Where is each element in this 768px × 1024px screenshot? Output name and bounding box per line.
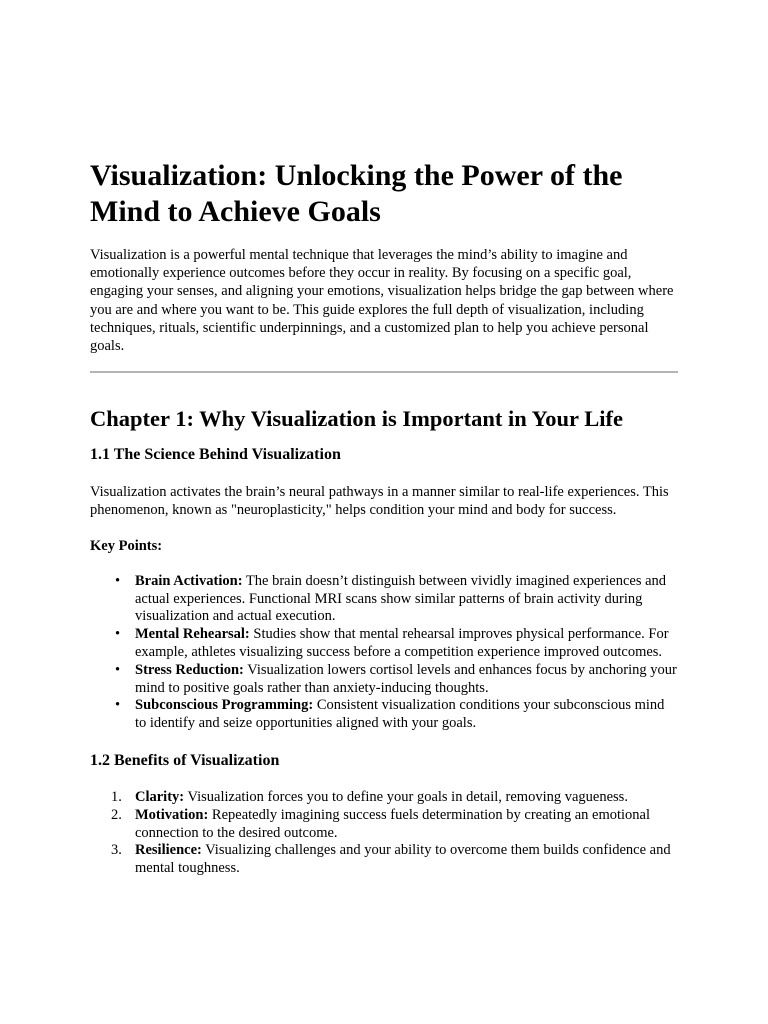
list-number: 2. [111,806,122,823]
point-text: Visualization lowers cortisol levels and enhances focus by anchoring your mind to positive goals rather than anxiety-inducing thoughts. [135,661,677,696]
key-points-list [90,573,678,733]
point-text: The brain doesn’t distinguish between vividly imagined experiences and actual experiences. Functional MRI scans show similar patterns of brain activity during visualization and actual execution. [135,572,667,625]
intro-paragraph: Visualization is a powerful mental technique that leverages the mind’s ability to imagine and emotionally experience outcomes before they occur in reality. By focusing on a specific goal, engaging your senses, and aligning your emotions, visualization helps bridge the gap between where you are and where you want to be. This guide explores the full depth of visualization, including techniques, rituals, scientific underpinnings, and a customized plan to help you achieve personal goals. [90,247,674,355]
point-text: Studies show that mental rehearsal improves physical performance. For example, athletes visualizing success before a competition experience improved outcomes. [135,626,669,661]
list-item [115,661,678,698]
point-text: Consistent visualization conditions your subconscious mind to identify and seize opportunities aligned with your goals. [135,697,665,732]
list-item [111,789,678,807]
point-term: Mental Rehearsal: [135,626,250,643]
benefit-term: Clarity: [135,789,185,805]
benefit-term: Resilience: [135,842,202,859]
list-number: 3. [111,842,122,859]
benefit-text: Visualization forces you to define your goals in detail, removing vagueness. [184,789,628,805]
point-term: Brain Activation: [135,572,243,589]
benefits-list [90,789,678,878]
horizontal-divider [90,371,678,373]
bullet-marker: • [115,697,121,714]
list-item [111,806,678,843]
bullet-marker: • [115,572,121,589]
list-item [115,572,678,626]
document-title: Visualization: Unlocking the Power of the Mind to Achieve Goals [90,159,623,228]
section-heading-science: 1.1 The Science Behind Visualization [90,446,341,464]
science-paragraph: Visualization activates the brain’s neural pathways in a manner similar to real-life experiences. This phenomenon, known as "neuroplasticity," helps condition your mind and body for success. [90,484,669,519]
bullet-marker: • [115,626,121,643]
chapter-heading: Chapter 1: Why Visualization is Important in Your Life [90,406,623,432]
list-item [115,697,678,733]
point-term: Subconscious Programming: [135,697,314,714]
list-number: 1. [111,789,122,805]
list-item [111,842,678,878]
benefit-term: Motivation: [135,806,209,823]
point-term: Stress Reduction: [135,661,244,678]
key-points-label: Key Points: [90,537,163,554]
list-item [115,626,678,662]
bullet-marker: • [115,661,121,678]
benefit-text: Visualizing challenges and your ability to overcome them builds confidence and mental toughness. [135,842,671,877]
benefit-text: Repeatedly imagining success fuels determination by creating an emotional connection to the desired outcome. [135,806,651,841]
section-heading-benefits: 1.2 Benefits of Visualization [90,752,280,769]
